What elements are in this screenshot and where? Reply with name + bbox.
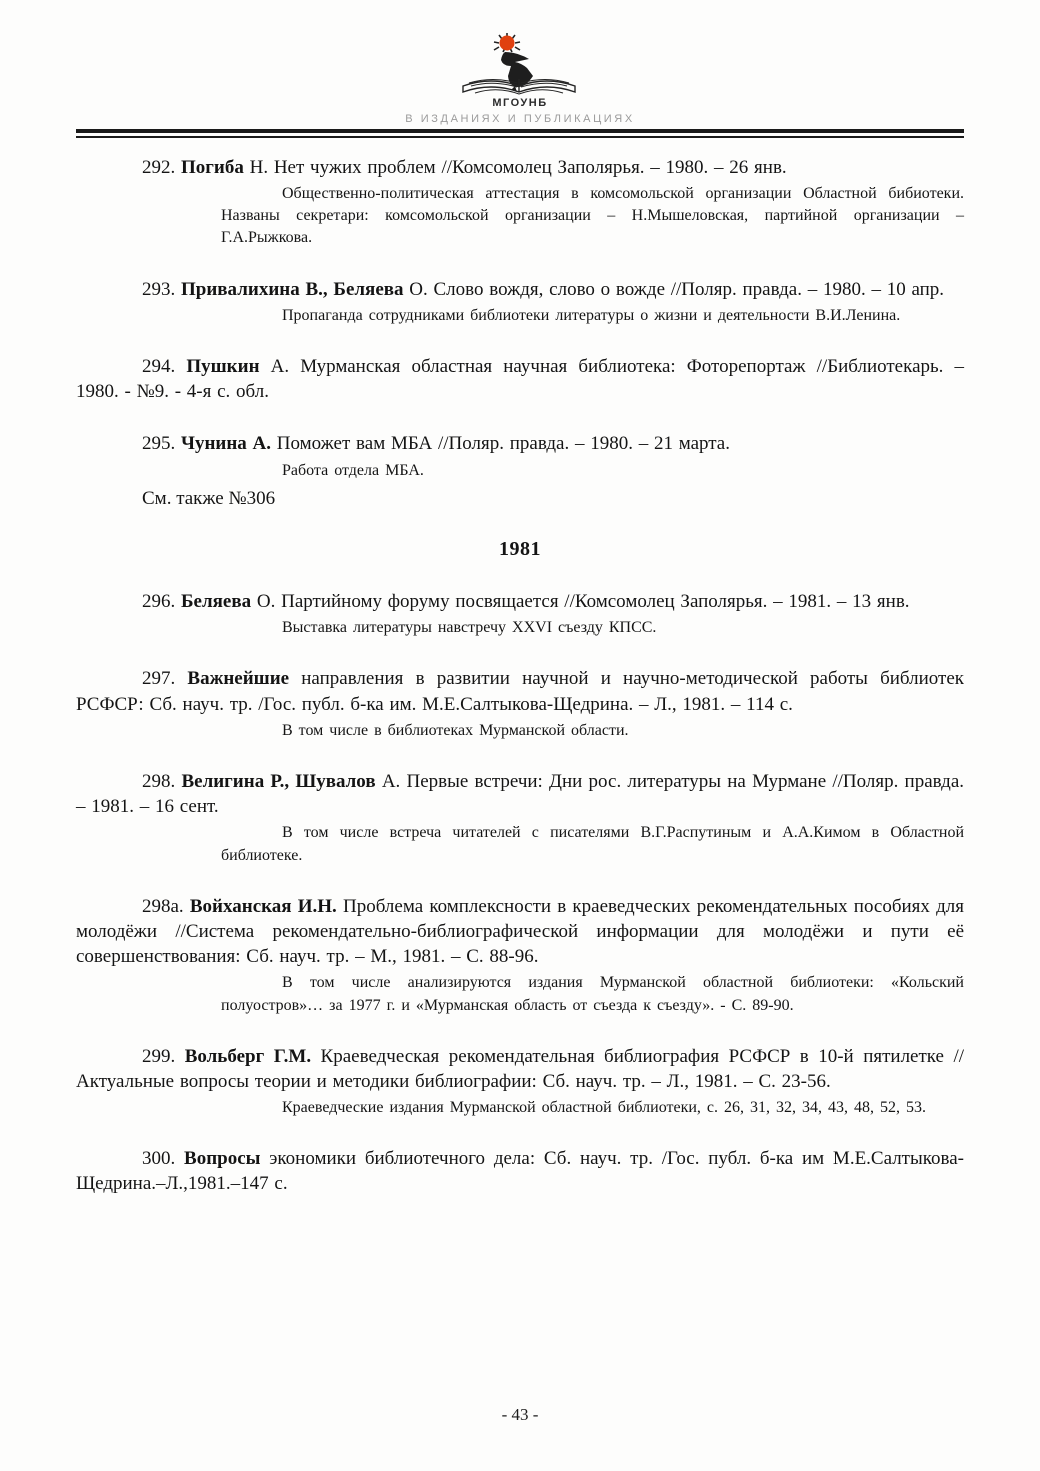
entry-text: О. Партийному форуму посвящается //Комсомолец Заполярья. – 1981. – 13 янв. — [251, 590, 910, 612]
entry-text: О. Слово вождя, слово о вожде //Поляр. правда. – 1980. – 10 апр. — [403, 278, 945, 300]
entry-author: Вопросы — [184, 1148, 261, 1170]
entry-author: Беляева — [181, 590, 252, 612]
entry-heading — [76, 354, 964, 405]
entry-text: Проблема комплексности в краеведческих рекомендательных пособиях для молодёжи //Система рекомендательно-библиографической информации для молодёжи и пути её совершенствования: Сб. науч. тр. – М., 1981. – С. 88-96. — [76, 895, 964, 968]
bib-entry-298 — [76, 769, 964, 867]
entry-author: Пушкин — [186, 355, 260, 377]
logo-subtitle-text: В ИЗДАНИЯХ И ПУБЛИКАЦИЯХ — [405, 113, 635, 125]
entry-author: Чунина А. — [181, 433, 272, 455]
entry-author: Важнейшие — [187, 668, 290, 690]
bib-entry-294 — [76, 354, 964, 405]
entry-author: Войханская И.Н. — [189, 895, 337, 917]
header-divider-rule — [76, 129, 964, 138]
entry-annotation: Пропаганда сотрудниками библиотеки литературы о жизни и деятельности В.И.Ленина. — [282, 306, 901, 324]
entry-heading — [76, 1044, 964, 1095]
see-also-note: См. также №306 — [142, 487, 276, 509]
entry-number: 294. — [142, 355, 187, 377]
library-emblem-logo — [445, 30, 595, 96]
entry-heading — [76, 769, 964, 820]
bib-entry-292 — [76, 155, 964, 250]
sun-icon — [494, 33, 520, 52]
entry-text: Поможет вам МБА //Поляр. правда. – 1980. – 21 марта. — [271, 433, 730, 455]
entry-number: 299. — [142, 1045, 185, 1067]
entry-number: 292. — [142, 157, 181, 178]
page-header — [0, 0, 1040, 138]
entry-text: Н. Нет чужих проблем //Комсомолец Заполярья. – 1980. – 26 янв. — [243, 157, 787, 178]
entry-text: А. Мурманская областная научная библиотека: Фоторепортаж //Библиотекарь. – 1980. - №9. - 4-я с. обл. — [76, 355, 965, 403]
entry-annotation: В том числе встреча читателей с писателями В.Г.Распутиным и А.А.Кимом в Областной библиотеке. — [221, 824, 964, 864]
year-heading-1981: 1981 — [499, 537, 541, 560]
entry-annotation: Общественно-политическая аттестация в комсомольской организации Областной бибиотеки. Названы секретари: комсомольской организации – Н.Мышеловская, партийной организации – Г.А.Рыжкова. — [221, 185, 964, 247]
entry-annotation: Выставка литературы навстречу XXVI съезду КПСС. — [282, 619, 657, 637]
entry-number: 295. — [142, 433, 181, 455]
bib-entry-297 — [76, 666, 964, 742]
entry-heading — [76, 589, 964, 614]
bib-entry-298a — [76, 894, 964, 1017]
open-book-icon — [463, 79, 575, 94]
entry-heading — [76, 894, 964, 970]
entry-heading — [76, 1146, 964, 1197]
entry-number: 297. — [142, 668, 188, 690]
entry-number: 300. — [142, 1148, 185, 1170]
entry-author: Вольберг Г.М. — [184, 1045, 312, 1067]
entry-annotation: Краеведческие издания Мурманской областной библиотеки, с. 26, 31, 32, 34, 43, 48, 52, 53. — [282, 1099, 927, 1117]
bibliography-content — [76, 155, 964, 1197]
entry-annotation: В том числе анализируются издания Мурманской областной библиотеки: «Кольский полуостров»… за 1977 г. и «Мурманская область от съезда к съезду». - С. 89-90. — [221, 974, 964, 1014]
bib-entry-299 — [76, 1044, 964, 1120]
entry-heading — [76, 277, 964, 302]
entry-text: направления в развитии научной и научно-методической работы библиотек РСФСР: Сб. науч. тр. /Гос. публ. б-ка им. М.Е.Салтыкова-Щедрина. – Л., 1981. – 114 с. — [76, 668, 964, 715]
bib-entry-293 — [76, 277, 964, 327]
bib-entry-300 — [76, 1146, 964, 1197]
entry-annotation: Работа отдела МБА. — [282, 461, 424, 479]
entry-author: Погиба — [181, 157, 244, 178]
page-number: - 43 - — [501, 1405, 539, 1424]
entry-text: экономики библиотечного дела: Сб. науч. тр. /Гос. публ. б-ка им М.Е.Салтыкова-Щедрина.–Л.,1981.–147 с. — [76, 1148, 964, 1195]
entry-text: А. Первые встречи: Дни рос. литературы на Мурмане //Поляр. правда. – 1981. – 16 сент. — [76, 770, 965, 818]
logo-acronym-text: МГОУНБ — [492, 97, 548, 109]
entry-heading — [76, 155, 964, 180]
bib-entry-295 — [76, 431, 964, 511]
entry-author: Привалихина В., Беляева — [181, 278, 404, 300]
bib-entry-296 — [76, 589, 964, 639]
entry-number: 298. — [142, 770, 182, 792]
entry-text: Краеведческая рекомендательная библиография РСФСР в 10-й пятилетке //Актуальные вопросы теории и методики библиографии: Сб. науч. тр. – Л., 1981. – С. 23-56. — [76, 1045, 964, 1092]
entry-number: 296. — [142, 590, 181, 612]
entry-number: 298а. — [142, 895, 190, 917]
entry-heading — [76, 666, 964, 717]
entry-heading — [76, 431, 964, 456]
entry-number: 293. — [142, 278, 181, 300]
entry-annotation: В том числе в библиотеках Мурманской области. — [282, 721, 629, 739]
entry-author: Велигина Р., Шувалов — [181, 770, 376, 792]
